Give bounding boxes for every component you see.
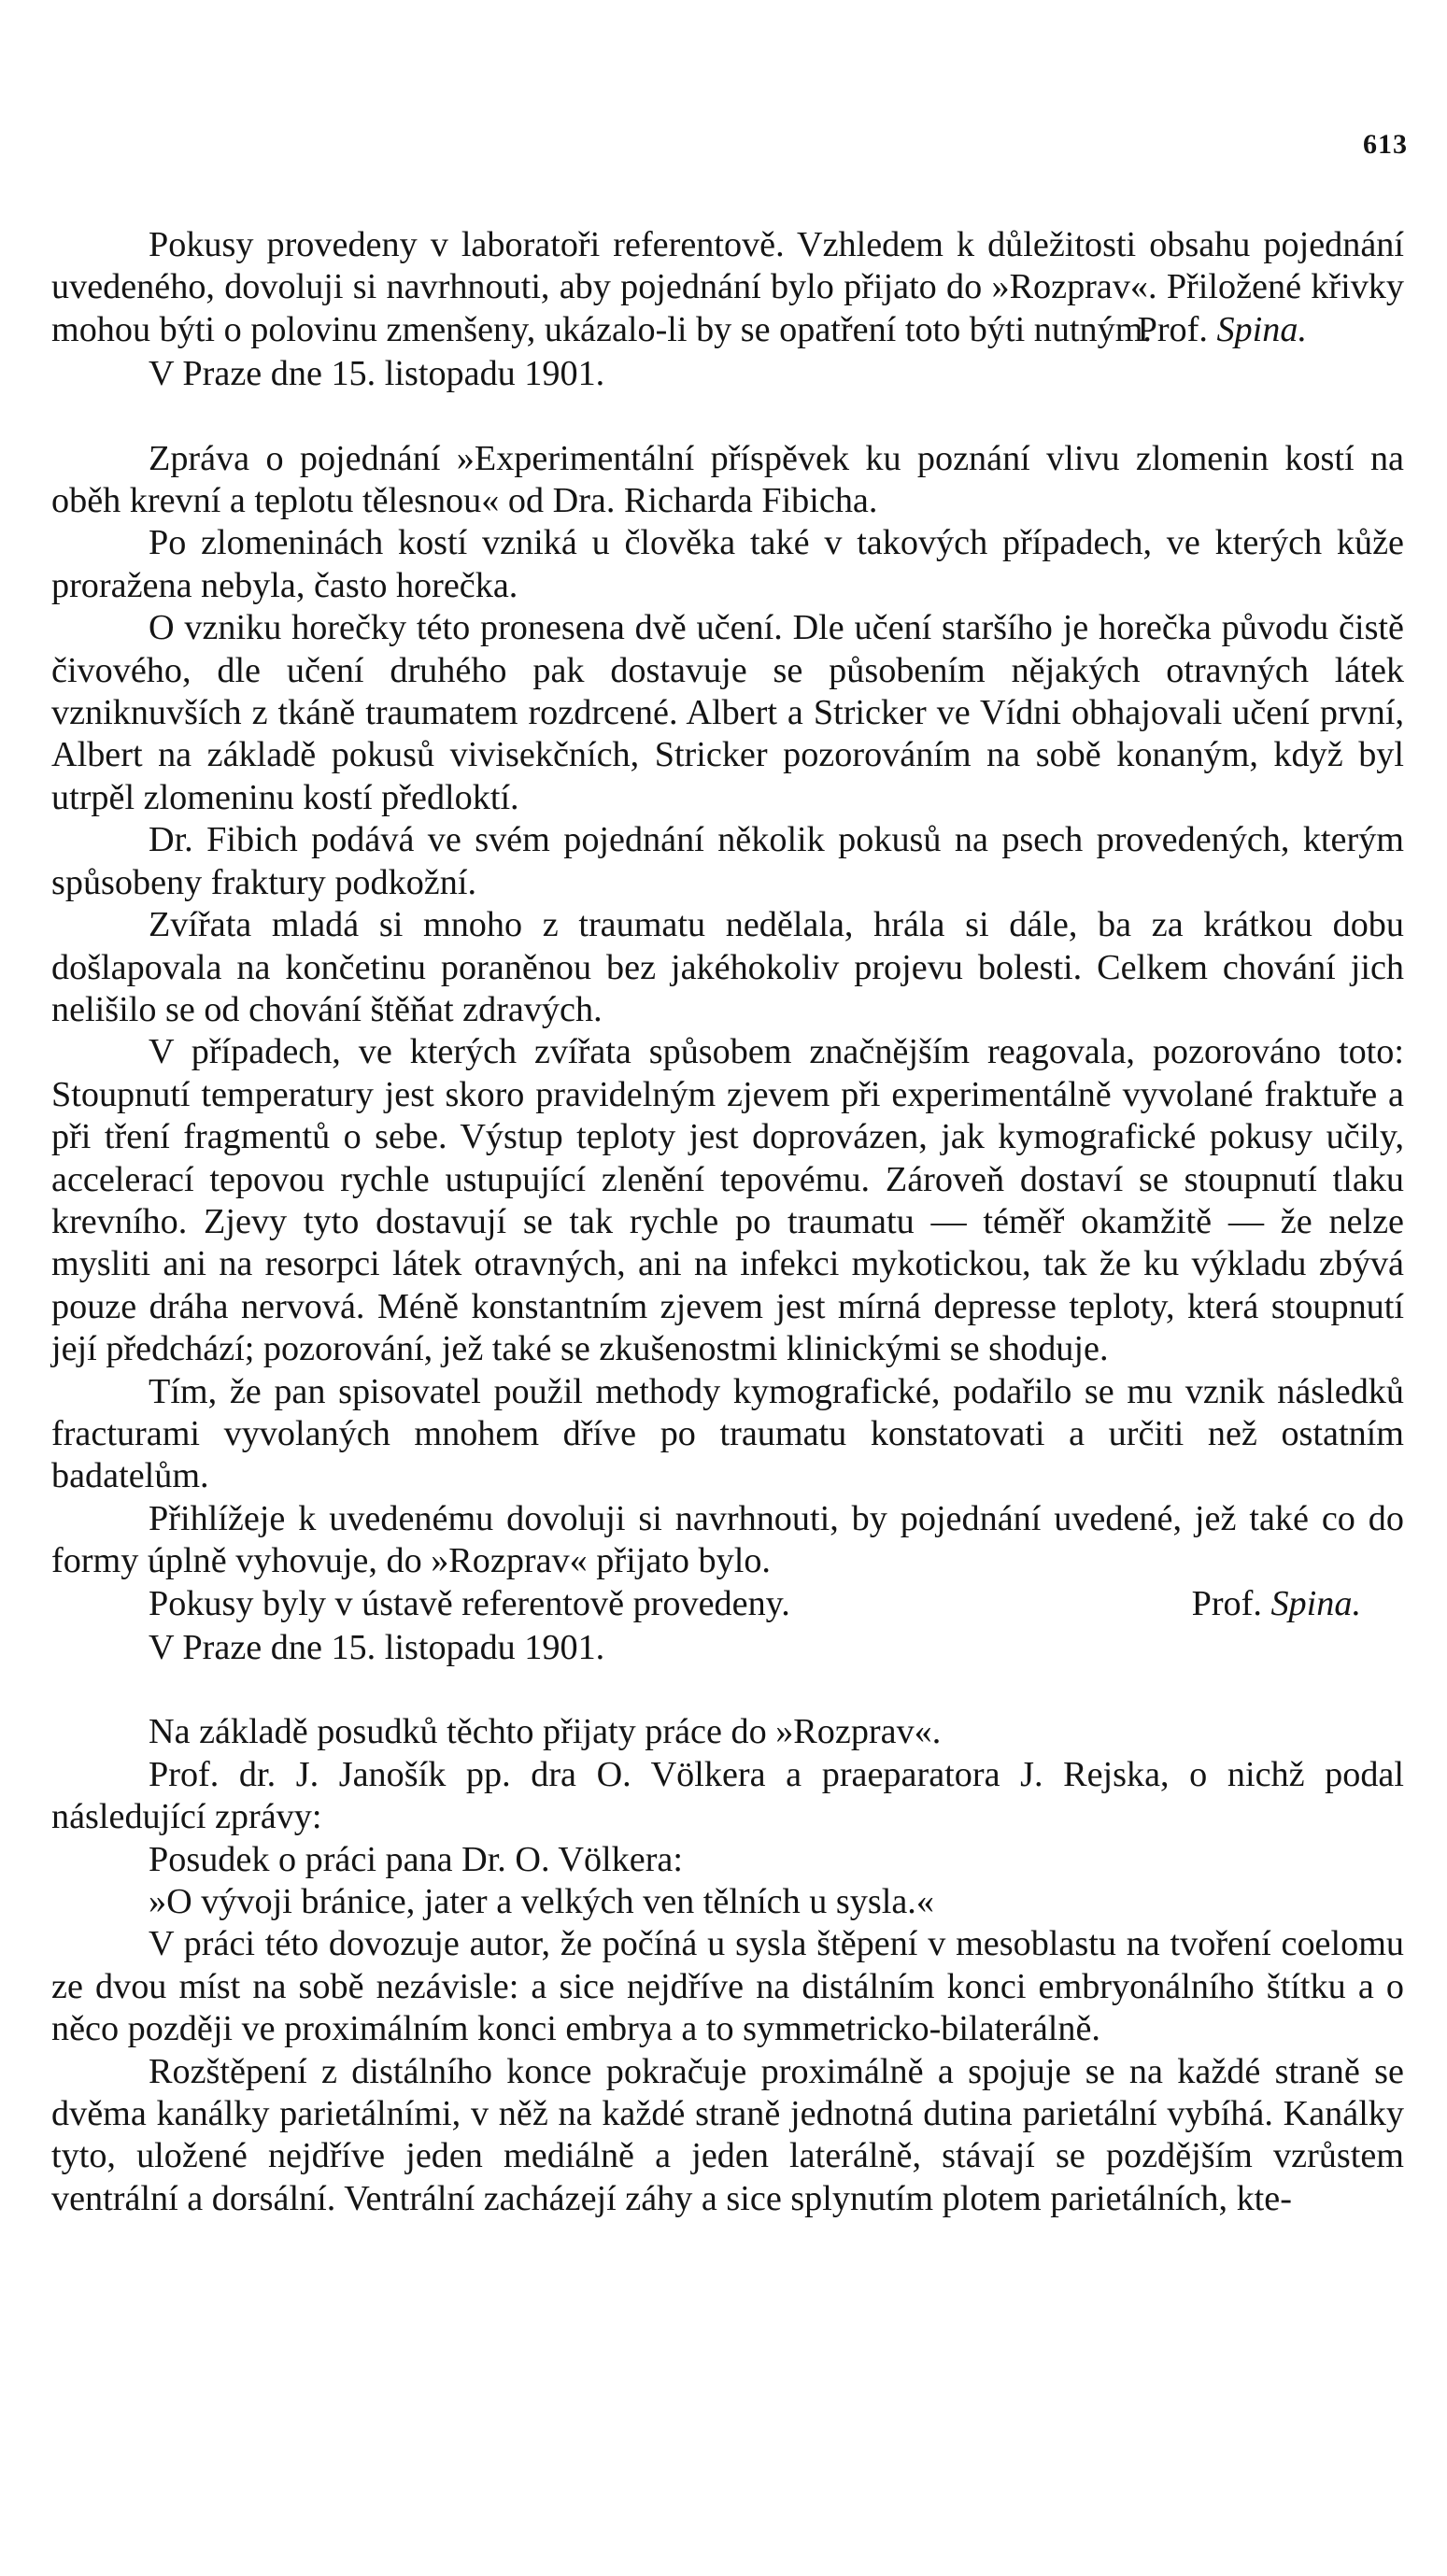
paragraph: Tím, že pan spisovatel použil methody kymografické, podařilo se mu vznik následků fracturami vyvolaných mnohem dříve po traumatu konstatovati a určiti než ostatním badatelům. [51,1371,1404,1496]
paragraph: V práci této dovozuje autor, že počíná u sysla štěpení v mesoblastu na tvoření coelomu ze dvou míst na sobě nezávisle: a sice nejdříve na distálním konci embryonálního štítku a o něco později ve proximálním konci embrya a to symmetricko-bilaterálně. [51,1924,1404,2049]
paragraph: V případech, ve kterých zvířata spůsobem značnějším reagovala, pozorováno toto: Stoupnutí temperatury jest skoro pravidelným zjevem při experimentálně vyvolané fraktuře a při tření fragmentů o sebe. Výstup teploty jest doprovázen, jak kymografické pokusy učily, accelerací tepovou rychle ustupující zlenění tepovému. Zároveň dostaví se stoupnutí tlaku krevního. Zjevy tyto dostavují se tak rychle po traumatu — téměř okamžitě — že nelze mysliti ani na resorpci látek otravných, ani na infekci mykotickou, tak že ku výkladu zbývá pouze dráha nervová. Méně konstantním zjevem jest mírná depresse teploty, která stoupnutí její předchází; pozorování, jež také se zkušenostmi klinickými se shoduje. [51,1032,1404,1369]
signature-name: Spina. [1270,1583,1361,1623]
paragraph: Prof. dr. J. Janošík pp. dra O. Völkera a praeparatora J. Rejska, o nichž podal následující zprávy: [51,1754,1404,1837]
paragraph: »O vývoji bránice, jater a velkých ven tělních u sysla.« [149,1882,934,1922]
signature-line [51,1583,1404,1625]
paragraph: Pokusy byly v ústavě referentově provedeny. [149,1583,790,1623]
date-line: V Praze dne 15. listopadu 1901. [149,1628,605,1668]
page-number: 613 [1363,129,1408,160]
paragraph: Pokusy provedeny v laboratoři referentově. Vzhledem k důležitosti obsahu pojednání uvedeného, dovoluji si navrhnouti, aby pojednání bylo přijato do »Rozprav«. Přiložené křivky mohou býti o polovinu zmenšeny, ukázalo-li by se opatření toto býti nutným. [51,225,1404,349]
paragraph: O vzniku horečky této pronesena dvě učení. Dle učení staršího je horečka původu čistě čivového, dle učení druhého pak dostavuje se působením nějakých otravných látek vzniknuvších z tkáně traumatem rozdrcené. Albert a Stricker ve Vídni obhajovali učení první, Albert na základě pokusů vivisekčních, Stricker pozorováním na sobě konaným, když byl utrpěl zlomeninu kostí předloktí. [51,608,1404,817]
signature-prefix: Prof. [1191,1583,1262,1623]
signature [1192,1583,1361,1625]
paragraph: Dr. Fibich podává ve svém pojednání několik pokusů na psech provedených, kterým spůsobeny fraktury podkožní. [51,820,1404,902]
date-line: V Praze dne 15. listopadu 1901. [149,354,605,394]
paragraph: Přihlížeje k uvedenému dovoluji si navrhnouti, by pojednání uvedené, jež také co do formy úplně vyhovuje, do »Rozprav« přijato bylo. [51,1498,1404,1581]
signature-name: Spina. [1216,309,1307,349]
signature [1138,309,1307,351]
paragraph: Rozštěpení z distálního konce pokračuje proximálně a spojuje se na každé straně se dvěma kanálky parietálními, v něž na každé straně jednotná dutina parietální vybíhá. Kanálky tyto, uložené nejdříve jeden mediálně a jeden laterálně, stávají se pozdějším vzrůstem ventrální a dorsální. Ventrální zacházejí záhy a sice splynutím plotem parietálních, kte- [51,2051,1404,2218]
document-body [51,224,1404,2220]
paragraph: Na základě posudků těchto přijaty práce do »Rozprav«. [149,1712,942,1752]
paragraph: Zvířata mladá si mnoho z traumatu nedělala, hrála si dále, ba za krátkou dobu došlapovala na končetinu poraněnou bez jakéhokoliv projevu bolesti. Celkem chování jich nelišilo se od chování štěňat zdravých. [51,905,1404,1029]
paragraph: Posudek o práci pana Dr. O. Völkera: [149,1839,683,1879]
signature-prefix: Prof. [1137,309,1208,349]
paragraph: Po zlomeninách kostí vzniká u člověka také v takových případech, ve kterých kůže proražena nebyla, často horečka. [51,523,1404,605]
paragraph: Zpráva o pojednání »Experimentální příspěvek ku poznání vlivu zlomenin kostí na oběh krevní a teplotu tělesnou« od Dra. Richarda Fibicha. [51,438,1404,521]
